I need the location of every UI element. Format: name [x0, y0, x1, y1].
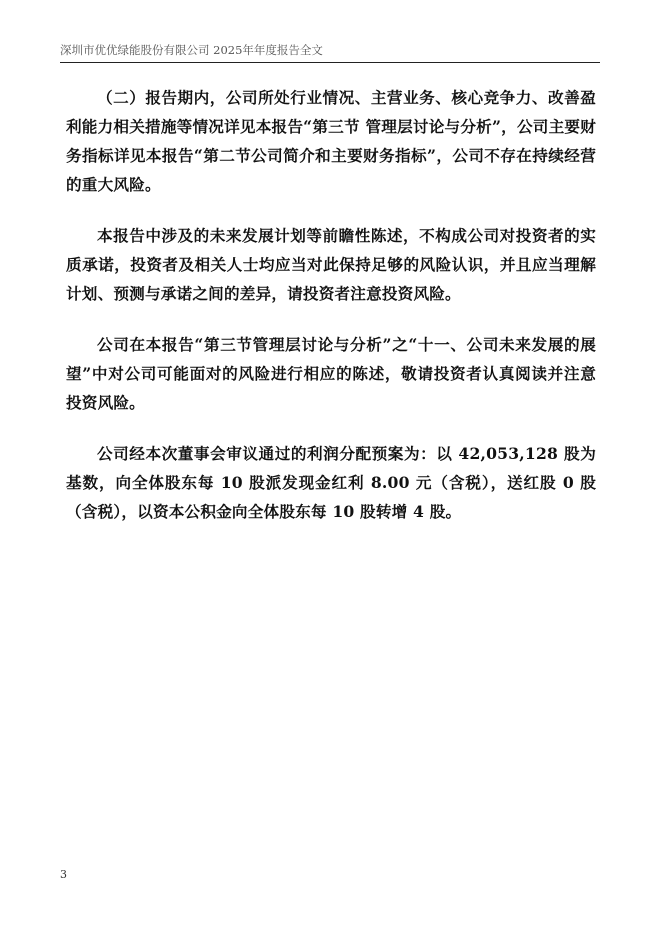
paragraph-risk-reference: 公司在本报告“第三节管理层讨论与分析”之“十一、公司未来发展的展望”中对公司可能面对的风险进行相应的陈述，敬请投资者认真阅读并注意投资风险。: [66, 335, 596, 412]
paragraph-forward-looking-statement: 本报告中涉及的未来发展计划等前瞻性陈述，不构成公司对投资者的实质承诺，投资者及相关人士均应当对此保持足够的风险认识，并且应当理解计划、预测与承诺之间的差异，请投资者注意投资风险。: [66, 226, 596, 303]
page-number: 3: [60, 868, 67, 881]
report-body: [66, 83, 596, 548]
page-header: [60, 42, 600, 63]
paragraph-profit-distribution: 公司经本次董事会审议通过的利润分配预案为：以 42,053,128 股为基数，向全体股东每 10 股派发现金红利 8.00 元（含税），送红股 0 股（含税），以资本公积金向全体股东每 10 股转增 4 股。: [66, 444, 596, 521]
header-title: 深圳市优优绿能股份有限公司 2025年年度报告全文: [60, 43, 323, 57]
paragraph-risk-overview: （二）报告期内，公司所处行业情况、主营业务、核心竞争力、改善盈利能力相关措施等情况详见本报告“第三节 管理层讨论与分析”，公司主要财务指标详见本报告“第二节公司简介和主要财务指标”，公司不存在持续经营的重大风险。: [66, 88, 596, 194]
